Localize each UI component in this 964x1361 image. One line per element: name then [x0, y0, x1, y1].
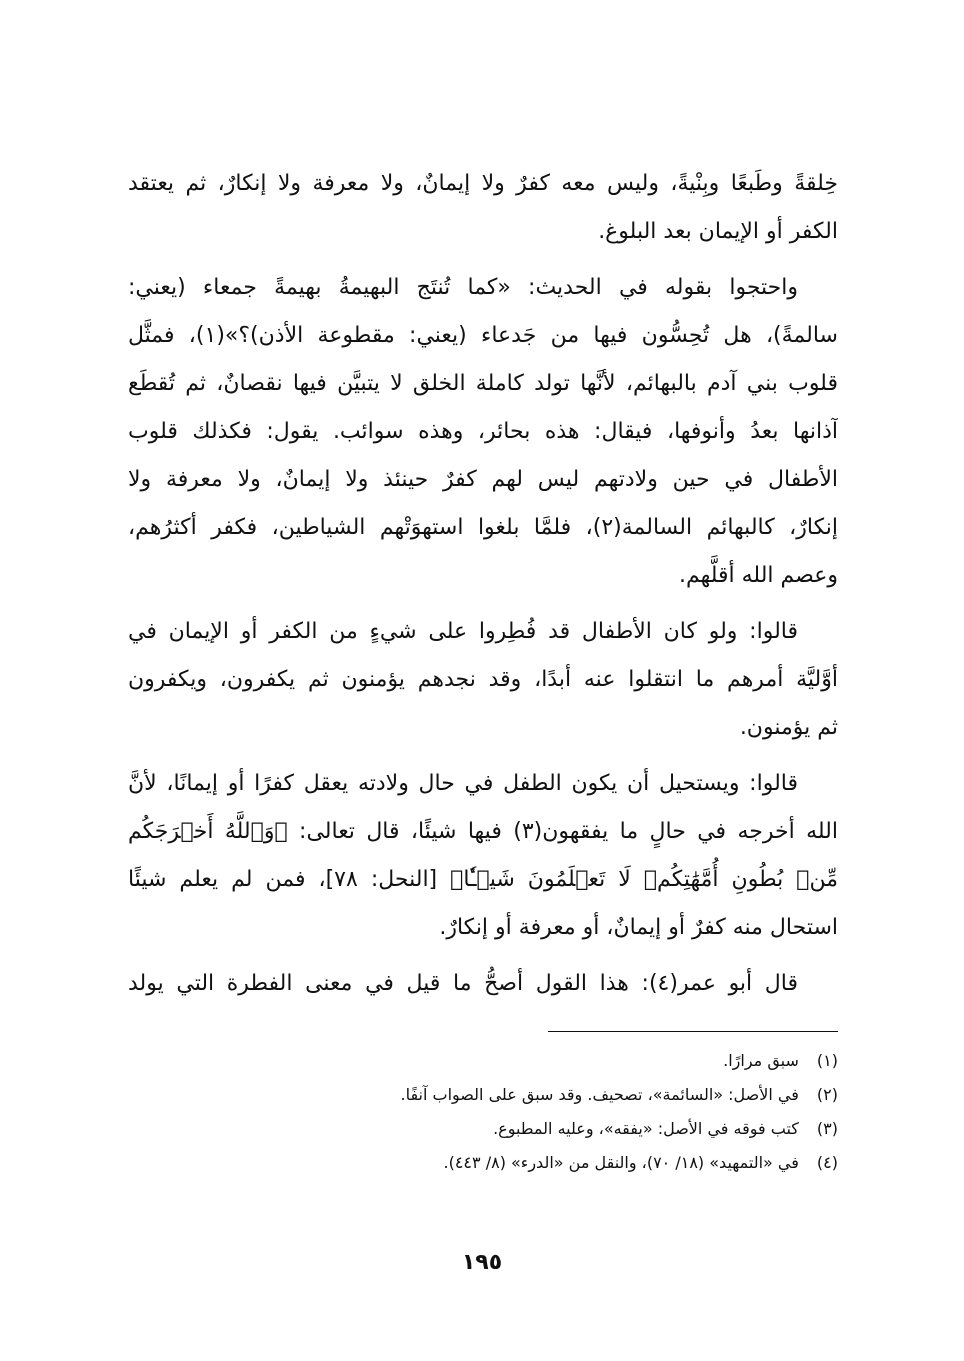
footnote-text: في «التمهيد» (١٨/ ٧٠)، والنقل من «الدرء» (٨/ ٤٤٣). — [443, 1153, 799, 1172]
footnote-1 — [128, 1044, 838, 1078]
text-line: استحال منه كفرٌ أو إيمانٌ، أو معرفة أو إنكارٌ. — [439, 915, 838, 940]
paragraph-3 — [128, 608, 838, 752]
footnote-text: كتب فوقه في الأصل: «يفقه»، وعليه المطبوع. — [493, 1119, 799, 1138]
text-line: إنكارٌ، كالبهائم السالمة(٢)، فلمَّا بلغوا استهوَتْهم الشياطين، فكفر أكثرُهم، — [128, 515, 838, 540]
footnote-number: (١) — [816, 1051, 838, 1070]
text-line: خِلقةً وطَبعًا وبِنْيةً، وليس معه كفرٌ ولا إيمانٌ، ولا معرفة ولا إنكارٌ، ثم يعتقد — [128, 171, 838, 196]
footnote-number: (٤) — [816, 1153, 838, 1172]
text-line: الله أخرجه في حالٍ ما يفقهون(٣) فيها شيئًا، قال تعالى: ﴿وَٱللَّهُ أَخۡرَجَكُم — [128, 819, 838, 844]
footnote-number: (٣) — [816, 1119, 838, 1138]
text-line: أوَّليَّة أمرهم ما انتقلوا عنه أبدًا، وقد نجدهم يؤمنون ثم يكفرون، ويكفرون — [128, 667, 838, 692]
footnote-separator — [548, 1031, 838, 1032]
paragraph-2 — [128, 264, 838, 600]
footnote-text: في الأصل: «السائمة»، تصحيف. وقد سبق على الصواب آنفًا. — [400, 1085, 799, 1104]
text-line: سالمةً)، هل تُحِسُّون فيها من جَدعاء (يعني: مقطوعة الأذن)؟»(١)، فمثَّل — [128, 323, 838, 348]
text-line: قالوا: ولو كان الأطفال قد فُطِروا على شيءٍ من الكفر أو الإيمان في — [128, 619, 798, 644]
text-line: قالوا: ويستحيل أن يكون الطفل في حال ولادته يعقل كفرًا أو إيمانًا، لأنَّ — [128, 771, 798, 796]
text-line: واحتجوا بقوله في الحديث: «كما تُنتَج البهيمةُ بهيمةً جمعاء (يعني: — [128, 275, 798, 300]
text-line: ثم يؤمنون. — [739, 715, 838, 740]
footnotes — [128, 1044, 838, 1180]
text-line: قال أبو عمر(٤): هذا القول أصحُّ ما قيل في معنى الفطرة التي يولد — [128, 971, 799, 996]
paragraph-4 — [128, 760, 838, 952]
footnote-text: سبق مرارًا. — [723, 1051, 799, 1070]
text-line: الكفر أو الإيمان بعد البلوغ. — [598, 219, 838, 244]
page-number: ١٩٥ — [461, 1250, 503, 1275]
footnote-3 — [128, 1112, 838, 1146]
text-line: آذانها بعدُ وأنوفها، فيقال: هذه بحائر، وهذه سوائب. يقول: فكذلك قلوب — [128, 419, 838, 444]
text-line: قلوب بني آدم بالبهائم، لأنَّها تولد كاملة الخلق لا يتبيَّن فيها نقصانٌ، ثم تُقطَع — [128, 371, 838, 396]
paragraph-1 — [128, 160, 838, 256]
footnote-4 — [128, 1146, 838, 1180]
footnote-number: (٢) — [816, 1085, 838, 1104]
paragraph-5 — [128, 960, 838, 1008]
text-line: الأطفال في حين ولادتهم ليس لهم كفرٌ حينئذ ولا إيمانٌ، ولا معرفة ولا — [128, 467, 838, 492]
text-line: وعصم الله أقلَّهم. — [678, 563, 838, 588]
footnote-2 — [128, 1078, 838, 1112]
main-text — [128, 160, 838, 1008]
text-line: مِّنۢ بُطُونِ أُمَّهَٰتِكُمۡ لَا تَعۡلَمُونَ شَيۡـٔٗا﴾ [النحل: ٧٨]، فمن لم يعلم شيئًا — [128, 867, 838, 892]
